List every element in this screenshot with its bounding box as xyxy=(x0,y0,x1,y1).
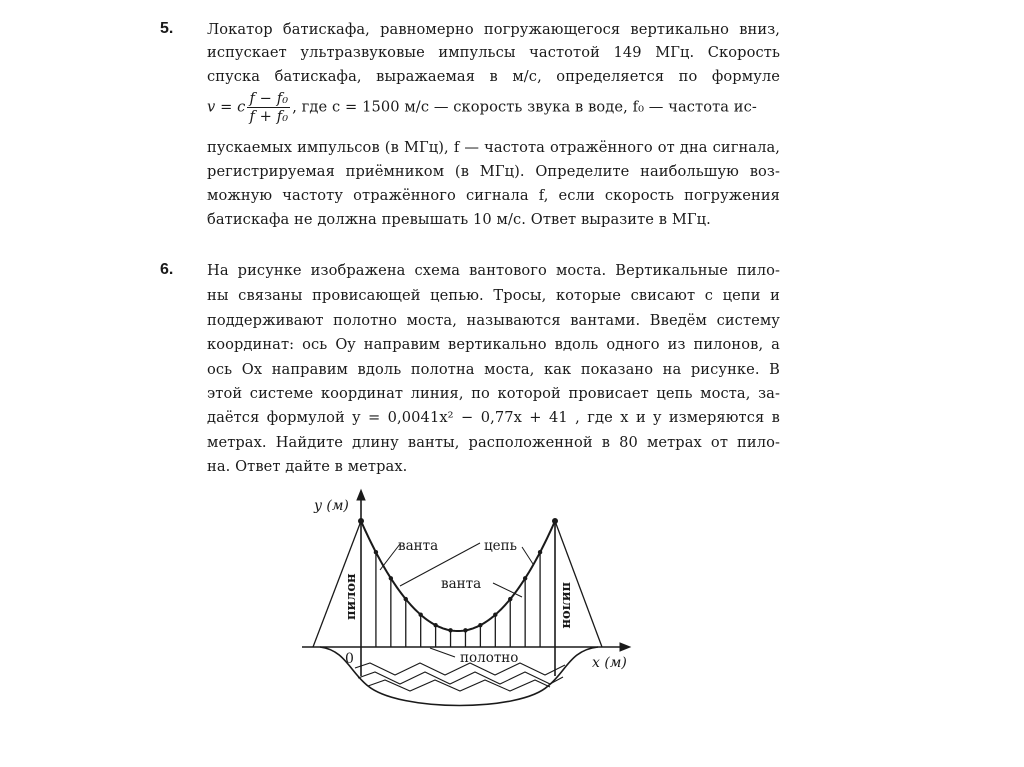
problem-6-line: метрах. Найдите длину ванты, расположенной в 80 метрах от пило- xyxy=(207,434,780,451)
problem-6-number: 6. xyxy=(160,261,174,278)
chain-pointer xyxy=(522,547,533,564)
problem-6-line: ось Ox направим вдоль полотна моста, как показано на рисунке. В xyxy=(207,361,780,378)
chain-dot xyxy=(508,597,512,601)
chain-dot xyxy=(418,613,422,617)
problem-6-line: на. Ответ дайте в метрах. xyxy=(207,458,408,475)
problem-5-line: пускаемых импульсов (в МГц), f — частота отражённого от дна сигнала, xyxy=(207,139,780,156)
x-axis-label: x (м) xyxy=(592,655,627,671)
deck-pointer xyxy=(430,648,455,657)
problem-5-line: батискафа не должна превышать 10 м/с. Ответ выразите в МГц. xyxy=(207,211,711,228)
chain-dot xyxy=(358,518,364,524)
problem-5-line: Локатор батискафа, равномерно погружающегося вертикально вниз, xyxy=(207,21,780,38)
chain-dot xyxy=(538,550,542,554)
problem-5-line: испускает ультразвуковые импульсы частотой 149 МГц. Скорость xyxy=(207,44,780,61)
problem-6-line: координат: ось Oy направим вертикально вдоль одного из пилонов, а xyxy=(207,336,780,353)
chain-dot xyxy=(478,623,482,627)
problem-6-line: На рисунке изображена схема вантового моста. Вертикальные пило- xyxy=(207,262,780,279)
formula-rest: , где c = 1500 м/с — скорость звука в воде, f₀ — частота ис- xyxy=(292,98,757,116)
problem-5-line: спуска батискафа, выражаемая в м/с, определяется по формуле xyxy=(207,68,780,85)
problem-5-line: можную частоту отражённого сигнала f, если скорость погружения xyxy=(207,187,780,204)
formula-denominator: f + f₀ xyxy=(249,108,289,125)
chain-dot xyxy=(433,623,437,627)
chain-dot xyxy=(389,576,393,580)
vanta-lines xyxy=(376,552,540,647)
deck-label: полотно xyxy=(460,650,519,666)
problem-5-line: регистрируемая приёмником (в МГц). Определите наибольшую воз- xyxy=(207,163,780,180)
formula-numerator: f − f₀ xyxy=(249,90,289,107)
vanta-label: ванта xyxy=(441,576,482,592)
vanta-label: ванта xyxy=(398,538,439,554)
chain-dot xyxy=(552,518,558,524)
chain-dot xyxy=(523,576,527,580)
formula-lhs: v = c xyxy=(207,98,246,116)
vanta-pointer xyxy=(380,544,400,570)
y-axis-arrow-icon xyxy=(357,490,365,500)
x-axis-arrow-icon xyxy=(620,643,630,651)
chain-dot xyxy=(374,550,378,554)
origin-label: 0 xyxy=(345,651,354,667)
problem-6-line: этой системе координат линия, по которой провисает цепь моста, за- xyxy=(207,385,780,402)
problem-6-line: ны связаны провисающей цепью. Тросы, которые свисают с цепи и xyxy=(207,287,780,304)
problem-5-number: 5. xyxy=(160,20,174,37)
chain-dot xyxy=(404,597,408,601)
problem-6-line: даётся формулой y = 0,0041x² − 0,77x + 41 , где x и y измеряются в xyxy=(207,409,780,426)
pylon-label-left: пилон xyxy=(344,573,359,620)
chain-dot xyxy=(493,613,497,617)
pylon-label-right: пилон xyxy=(559,582,574,629)
chain-dot xyxy=(463,628,467,632)
y-axis-label: y (м) xyxy=(314,498,349,514)
chain-dot xyxy=(448,628,452,632)
chain-label: цепь xyxy=(484,538,518,554)
problem-6-line: поддерживают полотно моста, называются вантами. Введём систему xyxy=(207,312,780,329)
